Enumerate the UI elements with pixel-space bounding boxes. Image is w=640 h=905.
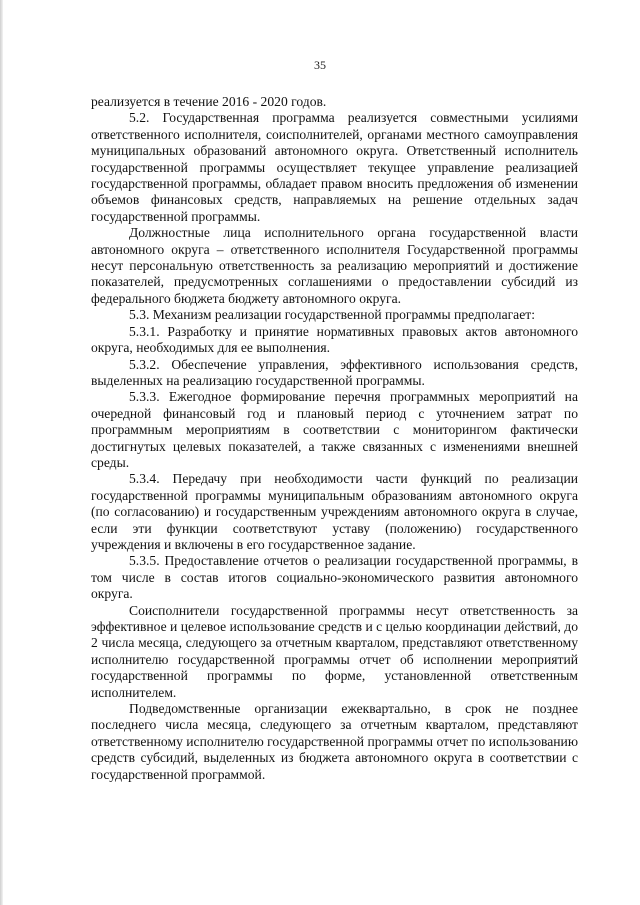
paragraph-5-3-2: 5.3.2. Обеспечение управления, эффективного использования средств, выделенных на реализацию государственной программы. xyxy=(91,356,578,388)
paragraph-continuation: реализуется в течение 2016 - 2020 годов. xyxy=(91,94,327,109)
document-body xyxy=(91,94,578,783)
paragraph-subordinate-organizations: Подведомственные организации ежеквартально, в срок не позднее последнего числа месяца, следующего за отчетным кварталом, представляют ответственному исполнителю государственной программы отчет по использованию средств субсидий, выделенных из бюджета автономного округа в соответствии с государственной программой. xyxy=(91,701,578,782)
paragraph-5-3-3: 5.3.3. Ежегодное формирование перечня программных мероприятий на очередной финансовый год и плановый период с уточнением затрат по программным мероприятиям в соответствии с мониторингом фактически достигнутых целевых показателей, а также связанных с изменениями внешней среды. xyxy=(91,389,578,470)
paragraph-5-3-1: 5.3.1. Разработку и принятие нормативных правовых актов автономного округа, необходимых для ее выполнения. xyxy=(91,323,578,356)
paragraph-5-3-4: 5.3.4. Передачу при необходимости части функций по реализации государственной программы муниципальным образованиям автономного округа (по согласованию) и государственным учреждениям автономного округа в случае, если эти функции соответствуют уставу (положению) государственного учреждения и включены в его государственное задание. xyxy=(91,471,578,552)
paragraph-officials-responsibility: Должностные лица исполнительного органа государственной власти автономного округа – ответственного исполнителя Государственной программы несут персональную ответственность за реализацию мероприятий и достижение показателей, предусмотренных соглашениями о предоставлении субсидий из федерального бюджета бюджету автономного округа. xyxy=(91,225,578,306)
page-number: 35 xyxy=(314,58,326,72)
paragraph-5-2: 5.2. Государственная программа реализуется совместными усилиями ответственного исполнителя, соисполнителей, органами местного самоуправления муниципальных образований автономного округа. Ответственный исполнитель государственной программы осуществляет текущее управление реализацией государственной программы, обладает правом вносить предложения об изменении объемов финансовых средств, направляемых на решение отдельных задач государственной программы. xyxy=(91,110,578,224)
paragraph-5-3-5: 5.3.5. Предоставление отчетов о реализации государственной программы, в том числе в состав итогов социально-экономического развития автономного округа. xyxy=(91,553,578,602)
paragraph-co-executors: Соисполнители государственной программы несут ответственность за эффективное и целевое использование средств и с целью координации действий, до 2 числа месяца, следующего за отчетным кварталом, представляют ответственному исполнителю государственной программы отчет об исполнении мероприятий государственной программы по форме, установленной ответственным исполнителем. xyxy=(91,602,578,700)
paragraph-5-3: 5.3. Механизм реализации государственной программы предполагает: xyxy=(129,307,535,323)
scan-edge-shadow xyxy=(0,0,3,905)
